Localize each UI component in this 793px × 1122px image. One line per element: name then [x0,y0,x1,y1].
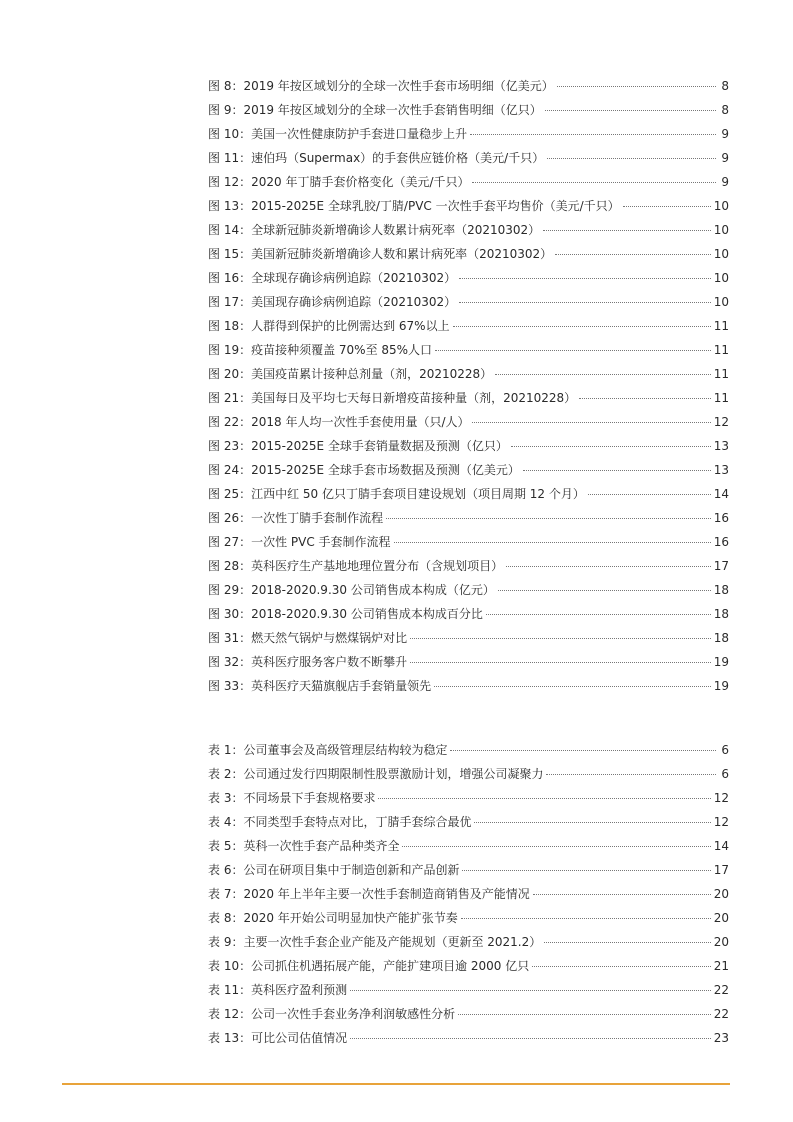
entry-title: 图 21：美国每日及平均七天每日新增疫苗接种量（剂，20210228） [208,391,577,405]
figure-entry[interactable] [208,602,729,626]
dot-leader [547,158,716,159]
table-entry[interactable] [208,978,729,1002]
dot-leader [579,398,711,399]
entry-title: 表 8：2020 年开始公司明显加快产能扩张节奏 [208,911,458,925]
dot-leader [459,302,711,303]
dot-leader [410,662,711,663]
table-entry[interactable] [208,834,729,858]
dot-leader [378,798,710,799]
entry-title: 图 17：美国现存确诊病例追踪（20210302） [208,295,457,309]
page-number: 10 [713,295,729,309]
dot-leader [386,518,711,519]
entry-title: 图 27：一次性 PVC 手套制作流程 [208,535,391,549]
entry-title: 图 28：英科医疗生产基地地理位置分布（含规划项目） [208,559,504,573]
page-number: 20 [713,911,729,925]
entry-title: 表 11：英科医疗盈利预测 [208,983,348,997]
entry-title: 表 7：2020 年上半年主要一次性手套制造商销售及产能情况 [208,887,530,901]
page-number: 6 [721,767,729,781]
page-number: 22 [713,983,729,997]
dot-leader [461,918,711,919]
figure-entry[interactable] [208,386,729,410]
page-number: 11 [713,343,729,357]
entry-title: 图 33：英科医疗天猫旗舰店手套销量领先 [208,679,432,693]
figure-entry[interactable] [208,146,729,170]
page-number: 8 [721,103,729,117]
dot-leader [459,278,711,279]
entry-title: 表 5：英科一次性手套产品种类齐全 [208,839,400,853]
entry-title: 表 2：公司通过发行四期限制性股票激励计划，增强公司凝聚力 [208,767,544,781]
figure-entry[interactable] [208,458,729,482]
entry-title: 图 31：燃天然气锅炉与燃煤锅炉对比 [208,631,408,645]
entry-title: 图 30：2018-2020.9.30 公司销售成本构成百分比 [208,607,483,621]
dot-leader [394,542,711,543]
table-entry[interactable] [208,762,729,786]
page-number: 17 [713,559,729,573]
page-number: 10 [713,199,729,213]
figure-entry[interactable] [208,410,729,434]
dot-leader [453,326,711,327]
entry-title: 图 11：速伯玛（Supermax）的手套供应链价格（美元/千只） [208,151,545,165]
figure-entry[interactable] [208,506,729,530]
page-number: 11 [713,367,729,381]
page-number: 10 [713,247,729,261]
page-number: 23 [713,1031,729,1045]
dot-leader [543,230,711,231]
figure-entry[interactable] [208,194,729,218]
dot-leader [546,774,716,775]
figure-entry[interactable] [208,554,729,578]
footer-divider [62,1083,730,1085]
dot-leader [350,1038,711,1039]
entry-title: 图 25：江西中红 50 亿只丁腈手套项目建设规划（项目周期 12 个月） [208,487,585,501]
table-entry[interactable] [208,954,729,978]
dot-leader [506,566,711,567]
dot-leader [410,638,711,639]
figure-entry[interactable] [208,242,729,266]
dot-leader [511,446,711,447]
dot-leader [557,86,716,87]
page-number: 13 [713,439,729,453]
entry-title: 图 8：2019 年按区域划分的全球一次性手套市场明细（亿美元） [208,79,554,93]
table-entry[interactable] [208,930,729,954]
entry-title: 图 23：2015-2025E 全球手套销量数据及预测（亿只） [208,439,508,453]
entry-title: 图 26：一次性丁腈手套制作流程 [208,511,384,525]
page-number: 14 [713,839,729,853]
page-number: 21 [713,959,729,973]
entry-title: 图 20：美国疫苗累计接种总剂量（剂，20210228） [208,367,493,381]
dot-leader [434,686,711,687]
page-number: 14 [713,487,729,501]
page-number: 20 [713,887,729,901]
page-number: 9 [721,151,729,165]
table-entry[interactable] [208,858,729,882]
page-number: 16 [713,535,729,549]
figure-entry[interactable] [208,530,729,554]
dot-leader [470,134,716,135]
page-number: 12 [713,415,729,429]
table-entry[interactable] [208,906,729,930]
dot-leader [544,942,710,943]
entry-title: 图 29：2018-2020.9.30 公司销售成本构成（亿元） [208,583,495,597]
page-number: 11 [713,391,729,405]
page-number: 16 [713,511,729,525]
dot-leader [472,182,716,183]
dot-leader [555,254,711,255]
figure-entry[interactable] [208,218,729,242]
figure-entry[interactable] [208,362,729,386]
dot-leader [533,894,711,895]
entry-title: 图 12：2020 年丁腈手套价格变化（美元/千只） [208,175,470,189]
entry-title: 图 10：美国一次性健康防护手套进口量稳步上升 [208,127,468,141]
page-number: 12 [713,815,729,829]
table-entry[interactable] [208,882,729,906]
page-number: 19 [713,655,729,669]
entry-title: 表 6：公司在研项目集中于制造创新和产品创新 [208,863,460,877]
entry-title: 图 24：2015-2025E 全球手套市场数据及预测（亿美元） [208,463,520,477]
table-entry[interactable] [208,738,729,762]
dot-leader [435,350,711,351]
entry-title: 表 9：主要一次性手套企业产能及产能规划（更新至 2021.2） [208,935,542,949]
entry-title: 图 18：人群得到保护的比例需达到 67%以上 [208,319,450,333]
dot-leader [495,374,711,375]
dot-leader [486,614,711,615]
dot-leader [462,870,710,871]
entry-title: 表 10：公司抓住机遇拓展产能，产能扩建项目逾 2000 亿只 [208,959,530,973]
page-number: 20 [713,935,729,949]
figure-entry[interactable] [208,74,729,98]
table-entry[interactable] [208,810,729,834]
table-entry[interactable] [208,1026,729,1050]
figure-entry[interactable] [208,674,729,698]
entry-title: 表 13：可比公司估值情况 [208,1031,348,1045]
dot-leader [350,990,711,991]
figure-entry[interactable] [208,650,729,674]
dot-leader [472,422,710,423]
entry-title: 表 12：公司一次性手套业务净利润敏感性分析 [208,1007,456,1021]
dot-leader [474,822,710,823]
dot-leader [458,1014,711,1015]
entry-title: 图 22：2018 年人均一次性手套使用量（只/人） [208,415,470,429]
figure-entry[interactable] [208,626,729,650]
dot-leader [523,470,711,471]
page-number: 12 [713,791,729,805]
entry-title: 表 4：不同类型手套特点对比，丁腈手套综合最优 [208,815,472,829]
page-number: 10 [713,271,729,285]
page-number: 11 [713,319,729,333]
dot-leader [498,590,711,591]
dot-leader [623,206,711,207]
page-number: 18 [713,631,729,645]
entry-title: 图 13：2015-2025E 全球乳胶/丁腈/PVC 一次性手套平均售价（美元/千只） [208,199,620,213]
page-number: 19 [713,679,729,693]
page-number: 17 [713,863,729,877]
table-list [208,738,729,1050]
entry-title: 表 1：公司董事会及高级管理层结构较为稳定 [208,743,448,757]
entry-title: 表 3：不同场景下手套规格要求 [208,791,376,805]
page-number: 6 [721,743,729,757]
page-number: 13 [713,463,729,477]
page-number: 9 [721,127,729,141]
entry-title: 图 14：全球新冠肺炎新增确诊人数累计病死率（20210302） [208,223,541,237]
figure-entry[interactable] [208,314,729,338]
figure-entry[interactable] [208,434,729,458]
page-number: 8 [721,79,729,93]
figure-entry[interactable] [208,98,729,122]
dot-leader [450,750,716,751]
dot-leader [588,494,711,495]
page-number: 22 [713,1007,729,1021]
figure-entry[interactable] [208,578,729,602]
figure-list [208,74,729,698]
page-number: 10 [713,223,729,237]
table-entry[interactable] [208,786,729,810]
dot-leader [402,846,710,847]
entry-title: 图 15：美国新冠肺炎新增确诊人数和累计病死率（20210302） [208,247,553,261]
page-number: 18 [713,583,729,597]
figure-entry[interactable] [208,338,729,362]
dot-leader [545,110,716,111]
table-entry[interactable] [208,1002,729,1026]
entry-title: 图 32：英科医疗服务客户数不断攀升 [208,655,408,669]
entry-title: 图 19：疫苗接种须覆盖 70%至 85%人口 [208,343,433,357]
entry-title: 图 9：2019 年按区域划分的全球一次性手套销售明细（亿只） [208,103,542,117]
figure-entry[interactable] [208,290,729,314]
figure-entry[interactable] [208,170,729,194]
dot-leader [532,966,710,967]
page-number: 18 [713,607,729,621]
figure-entry[interactable] [208,266,729,290]
entry-title: 图 16：全球现存确诊病例追踪（20210302） [208,271,457,285]
figure-entry[interactable] [208,122,729,146]
figure-entry[interactable] [208,482,729,506]
page-number: 9 [721,175,729,189]
